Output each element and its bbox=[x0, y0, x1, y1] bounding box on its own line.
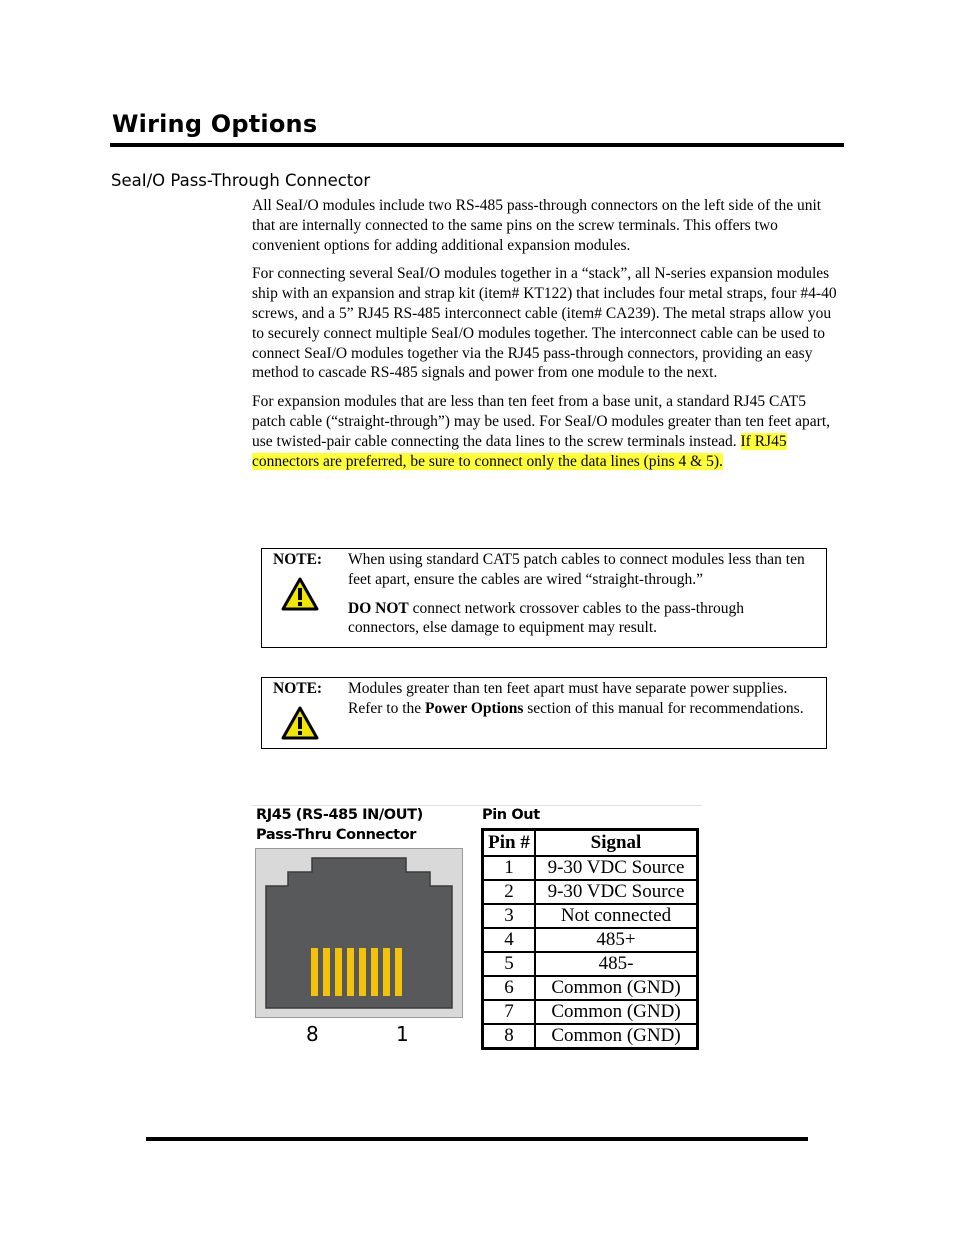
column-header-pin: Pin # bbox=[483, 830, 536, 857]
table-row bbox=[483, 928, 698, 952]
table-row bbox=[483, 1024, 698, 1049]
power-options-ref: Power Options bbox=[425, 699, 524, 717]
table-row bbox=[483, 856, 698, 880]
signal-cell: 9-30 VDC Source bbox=[535, 880, 698, 904]
warning-triangle-icon bbox=[281, 706, 319, 740]
signal-cell: Common (GND) bbox=[535, 976, 698, 1000]
note-text-after: section of this manual for recommendations. bbox=[523, 699, 804, 717]
paragraph-3 bbox=[252, 392, 842, 471]
note-box-power bbox=[261, 677, 827, 749]
section-subtitle: SeaI/O Pass-Through Connector bbox=[111, 171, 371, 190]
footer-rule bbox=[146, 1137, 808, 1141]
table-row bbox=[483, 880, 698, 904]
pin-cell: 1 bbox=[483, 856, 536, 880]
pin-8-label: 8 bbox=[306, 1022, 319, 1046]
pinout-table bbox=[481, 828, 699, 1050]
note-text-rest: connect network crossover cables to the pass-through connectors, else damage to equipment may result. bbox=[348, 599, 745, 637]
note-content bbox=[348, 550, 818, 647]
pin-1-label: 1 bbox=[396, 1022, 409, 1046]
pin-cell: 7 bbox=[483, 1000, 536, 1024]
table-header-row bbox=[483, 830, 698, 857]
paragraph-2: For connecting several SeaI/O modules together in a “stack”, all N-series expansion modules ship with an expansion and strap kit (item# KT122) that includes four metal straps, four #4-40 screws, and a 5” RJ45 RS-485 interconnect cable (item# CA239). The metal straps allow you to securely connect multiple SeaI/O modules together. The interconnect cable can be used to connect SeaI/O modules together via the RJ45 pass-through connectors, providing an easy method to cascade RS-485 signals and power from one module to the next. bbox=[252, 265, 837, 382]
table-row bbox=[483, 952, 698, 976]
body-text bbox=[252, 196, 842, 480]
pin-cell: 4 bbox=[483, 928, 536, 952]
pin-cell: 3 bbox=[483, 904, 536, 928]
page-title: Wiring Options bbox=[112, 110, 318, 138]
column-header-signal: Signal bbox=[535, 830, 698, 857]
table-row bbox=[483, 976, 698, 1000]
pinout-label: Pin Out bbox=[482, 807, 540, 823]
signal-cell: Not connected bbox=[535, 904, 698, 928]
pin-cell: 8 bbox=[483, 1024, 536, 1049]
note-text-warning bbox=[348, 599, 818, 639]
table-row bbox=[483, 904, 698, 928]
note-label: NOTE: bbox=[273, 551, 323, 568]
note-bold-lead: DO NOT bbox=[348, 599, 409, 617]
note-text-before: Modules greater than ten feet apart must have separate power supplies. Refer to the bbox=[348, 680, 788, 717]
table-row bbox=[483, 1000, 698, 1024]
rj45-jack-illustration bbox=[255, 848, 463, 1018]
note-content bbox=[348, 679, 818, 728]
note-text: When using standard CAT5 patch cables to connect modules less than ten feet apart, ensure the cables are wired “straight-through.” bbox=[348, 551, 805, 588]
paragraph-3-text: For expansion modules that are less than ten feet from a base unit, a standard RJ45 CAT5 patch cable (“straight-through”) may be used. For SeaI/O modules greater than ten feet apart, use twisted-pair cable connecting the data lines to the screw terminals instead. bbox=[252, 393, 831, 450]
warning-triangle-icon bbox=[281, 577, 319, 611]
note-label: NOTE: bbox=[273, 680, 323, 697]
pin-cell: 6 bbox=[483, 976, 536, 1000]
note-box-crossover bbox=[261, 548, 827, 648]
paragraph-1: All SeaI/O modules include two RS-485 pass-through connectors on the left side of the unit that are internally connected to the same pins on the screw terminals. This offers two convenient options for adding additional expansion modules. bbox=[252, 197, 822, 254]
pin-cell: 5 bbox=[483, 952, 536, 976]
signal-cell: 485- bbox=[535, 952, 698, 976]
rj45-pinout-figure bbox=[250, 800, 705, 1070]
note-text bbox=[348, 679, 818, 719]
highlighted-warning-text: If RJ45 connectors are preferred, be sure to connect only the data lines (pins 4 & 5). bbox=[252, 432, 787, 470]
title-rule bbox=[110, 143, 844, 147]
pin-cell: 2 bbox=[483, 880, 536, 904]
signal-cell: Common (GND) bbox=[535, 1024, 698, 1049]
connector-label: RJ45 (RS-485 IN/OUT) bbox=[256, 807, 423, 823]
connector-sublabel: Pass-Thru Connector bbox=[256, 827, 417, 843]
signal-cell: Common (GND) bbox=[535, 1000, 698, 1024]
signal-cell: 9-30 VDC Source bbox=[535, 856, 698, 880]
signal-cell: 485+ bbox=[535, 928, 698, 952]
